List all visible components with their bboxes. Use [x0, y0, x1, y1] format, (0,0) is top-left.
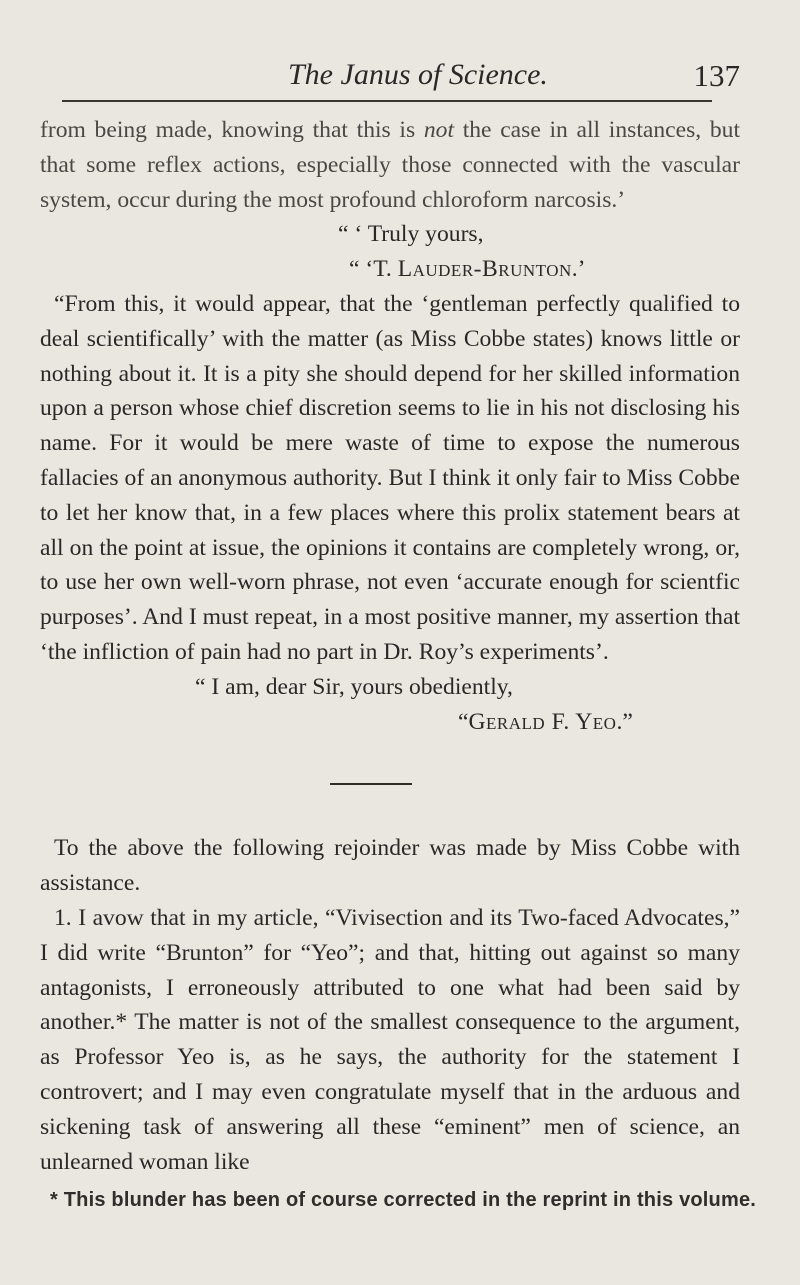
signature-name: Lauder-Brunton — [397, 256, 572, 283]
section-divider — [330, 783, 412, 786]
paragraph-rejoinder: To the above the following rejoinder was made by Miss Cobbe with assistance. — [40, 835, 740, 897]
signature-prefix: “ ‘T. — [349, 256, 398, 283]
page-number: 137 — [693, 58, 740, 93]
continuation-post: the case in all instances, but that some reflex actions, especially those connected with the vascular system, occur during the most profound chloroform narcosis.’ — [40, 117, 741, 213]
header-rule — [62, 100, 712, 102]
closing-truly-yours: “ ‘ Truly yours, — [338, 221, 484, 248]
continuation-emphasis: not — [423, 117, 455, 143]
running-title: The Janus of Science. — [288, 58, 548, 91]
signature-suffix: .” — [616, 708, 633, 735]
signature-name: Gerald F. Yeo — [468, 708, 617, 735]
paragraph-point-1: 1. I avow that in my article, “Vivisection and its Two-faced Advocates,” I did write “Brunton” for “Yeo”; and that, hitting out against so many antagonists, I erroneously attributed to one what had been said by another.* The matter is not of the smallest consequence to the argument, as Professor Yeo is, as he says, the authority for the statement I controvert; and I may even congratulate myself that in the arduous and sickening task of answering all these “eminent” men of science, an unlearned woman like — [40, 904, 740, 1175]
continuation-pre: from being made, knowing that this is — [40, 117, 424, 143]
signature-prefix: “ — [458, 708, 469, 735]
signature-lauder-brunton — [40, 252, 740, 287]
page-header — [40, 58, 740, 98]
body-text — [40, 113, 740, 1179]
paragraph-continuation — [40, 113, 740, 217]
closing-obediently: “ I am, dear Sir, yours obediently, — [195, 673, 513, 700]
signature-gerald-yeo — [40, 705, 740, 740]
paragraph-from-this: “From this, it would appear, that the ‘gentleman perfectly qualified to deal scientifically’ with the matter (as Miss Cobbe states) knows little or nothing about it. It is a pity she should depend for her skilled information upon a person whose chief discretion seems to lie in his not disclosing his name. For it would be mere waste of time to expose the numerous fallacies of an anonymous authority. But I think it only fair to Miss Cobbe to let her know that, in a few places where this prolix statement bears at all on the point at issue, the opinions it contains are completely wrong, or, to use her own well-worn phrase, not even ‘accurate enough for scientfic purposes’. And I must repeat, in a most positive manner, my assertion that ‘the infliction of pain had no part in Dr. Roy’s experiments’. — [40, 290, 740, 665]
footnote: * This blunder has been of course corrected in the reprint in this volume. — [50, 1189, 757, 1211]
signature-suffix: .’ — [571, 256, 586, 283]
